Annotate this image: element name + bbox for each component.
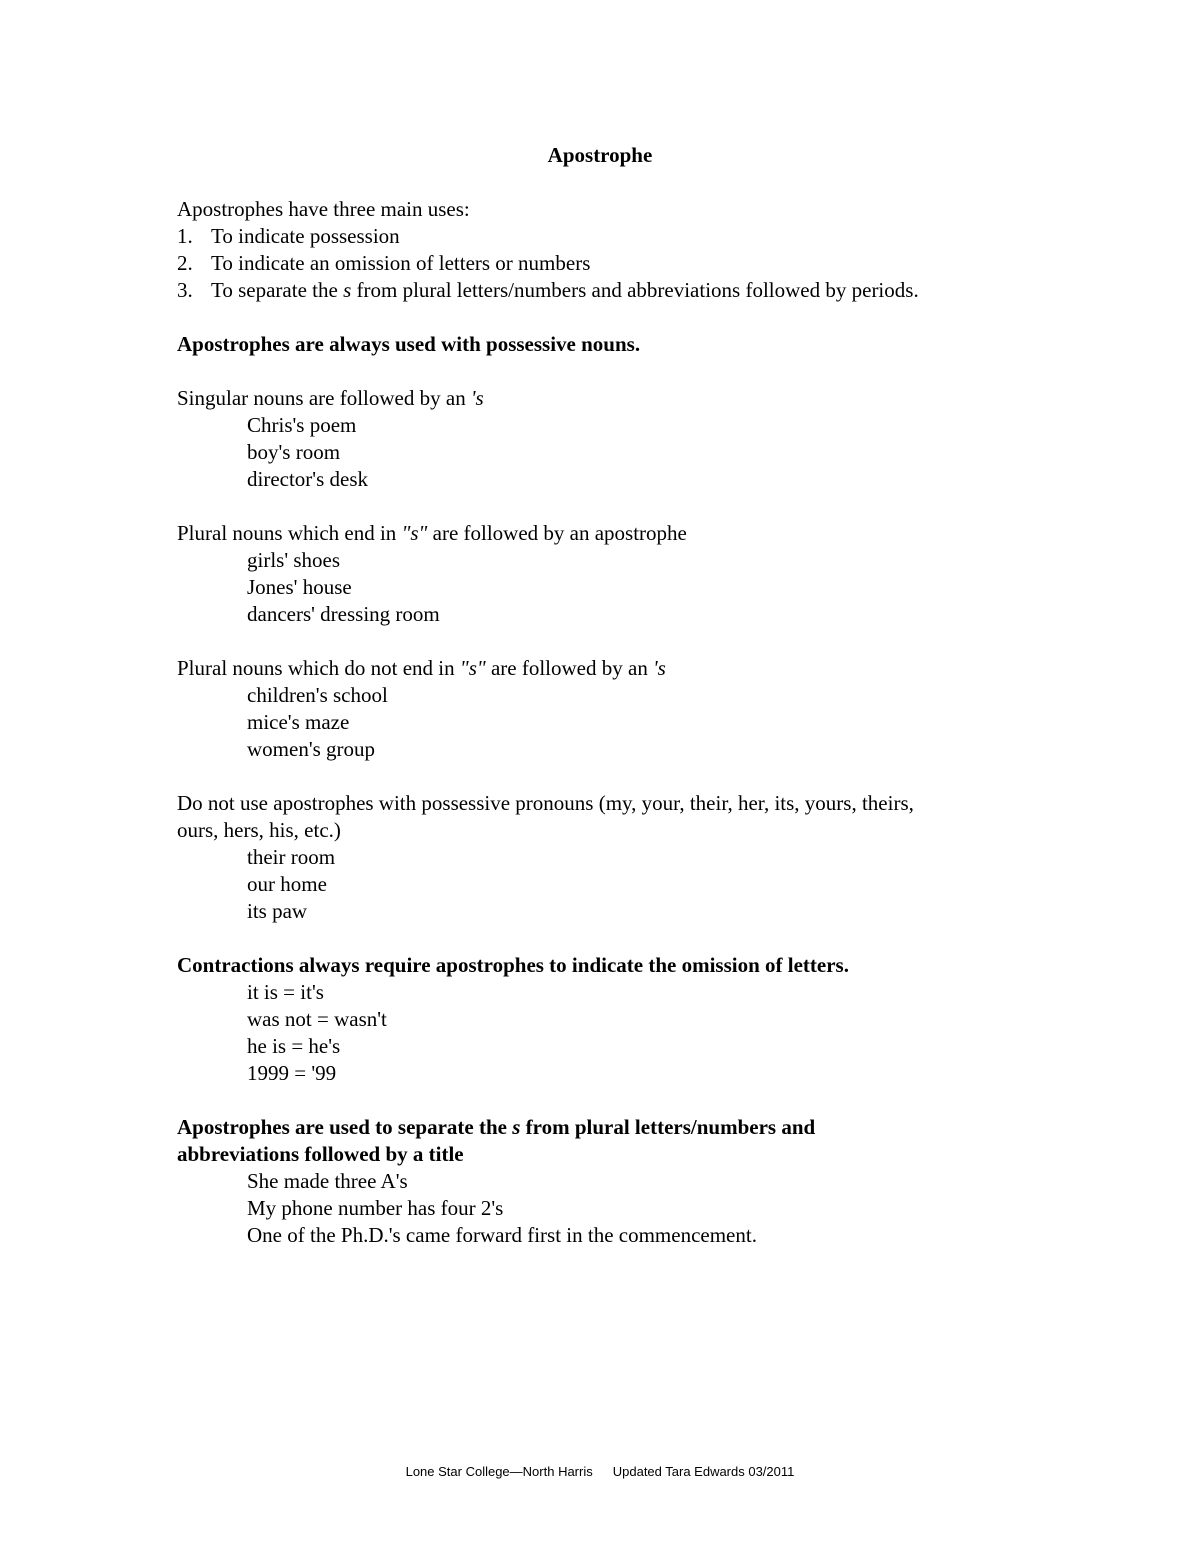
section-heading-possessive: Apostrophes are always used with possessive nouns.	[177, 332, 641, 356]
example-item: their room	[247, 845, 336, 869]
rule-emphasis: 's	[653, 656, 666, 680]
rule-emphasis: "s"	[401, 521, 428, 545]
page-title: Apostrophe	[547, 143, 653, 167]
example-item: My phone number has four 2's	[247, 1196, 504, 1220]
rule-text: are followed by an apostrophe	[427, 521, 687, 545]
rule-text: Singular nouns are followed by an	[177, 386, 471, 410]
example-item: its paw	[247, 899, 308, 923]
example-item: our home	[247, 872, 327, 896]
rule-emphasis: "s"	[459, 656, 486, 680]
list-text: To indicate an omission of letters or numbers	[211, 251, 591, 275]
example-item: mice's maze	[247, 710, 350, 734]
page-footer	[0, 1463, 1200, 1481]
example-item: women's group	[247, 737, 376, 761]
example-item: Chris's poem	[247, 413, 357, 437]
section-heading-plurals-line2: abbreviations followed by a title	[177, 1142, 464, 1166]
example-item: dancers' dressing room	[247, 602, 440, 626]
list-item	[177, 277, 1037, 304]
footer-updated: Updated Tara Edwards 03/2011	[612, 1464, 795, 1479]
list-item	[177, 223, 1037, 250]
example-item: boy's room	[247, 440, 341, 464]
example-item: girls' shoes	[247, 548, 341, 572]
list-item	[177, 250, 1037, 277]
list-number: 1.	[177, 224, 193, 248]
heading-text: from plural letters/numbers and	[520, 1115, 816, 1139]
list-text: To indicate possession	[211, 224, 400, 248]
example-item: Jones' house	[247, 575, 352, 599]
rule-text: Plural nouns which end in	[177, 521, 402, 545]
section-heading-contractions: Contractions always require apostrophes to indicate the omission of letters.	[177, 953, 849, 977]
list-text: To separate the	[211, 278, 344, 302]
rule-singular	[177, 385, 1037, 412]
rule-pronouns-line2: ours, hers, his, etc.)	[177, 818, 341, 842]
example-item: it is = it's	[247, 980, 324, 1004]
heading-text: Apostrophes are used to separate the	[177, 1115, 513, 1139]
intro-text: Apostrophes have three main uses:	[177, 197, 470, 221]
heading-emphasis: s	[512, 1115, 521, 1139]
list-number: 3.	[177, 278, 193, 302]
footer-college: Lone Star College—North Harris	[405, 1464, 593, 1479]
section-heading-plurals	[177, 1114, 1037, 1141]
rule-plural-no-s	[177, 655, 1037, 682]
rule-text: Plural nouns which do not end in	[177, 656, 460, 680]
list-text: from plural letters/numbers and abbreviations followed by periods.	[351, 278, 919, 302]
rule-emphasis: 's	[470, 386, 484, 410]
example-item: was not = wasn't	[247, 1007, 387, 1031]
example-item: 1999 = '99	[247, 1061, 337, 1085]
rule-plural-s	[177, 520, 1037, 547]
list-number: 2.	[177, 251, 193, 275]
list-emphasis: s	[343, 278, 352, 302]
example-item: director's desk	[247, 467, 368, 491]
rule-pronouns-line1: Do not use apostrophes with possessive pronouns (my, your, their, her, its, yours, theirs,	[177, 791, 914, 815]
example-item: he is = he's	[247, 1034, 341, 1058]
example-item: One of the Ph.D.'s came forward first in the commencement.	[247, 1223, 757, 1247]
rule-text: are followed by an	[485, 656, 654, 680]
example-item: She made three A's	[247, 1169, 408, 1193]
document-body	[177, 196, 1037, 1249]
example-item: children's school	[247, 683, 388, 707]
